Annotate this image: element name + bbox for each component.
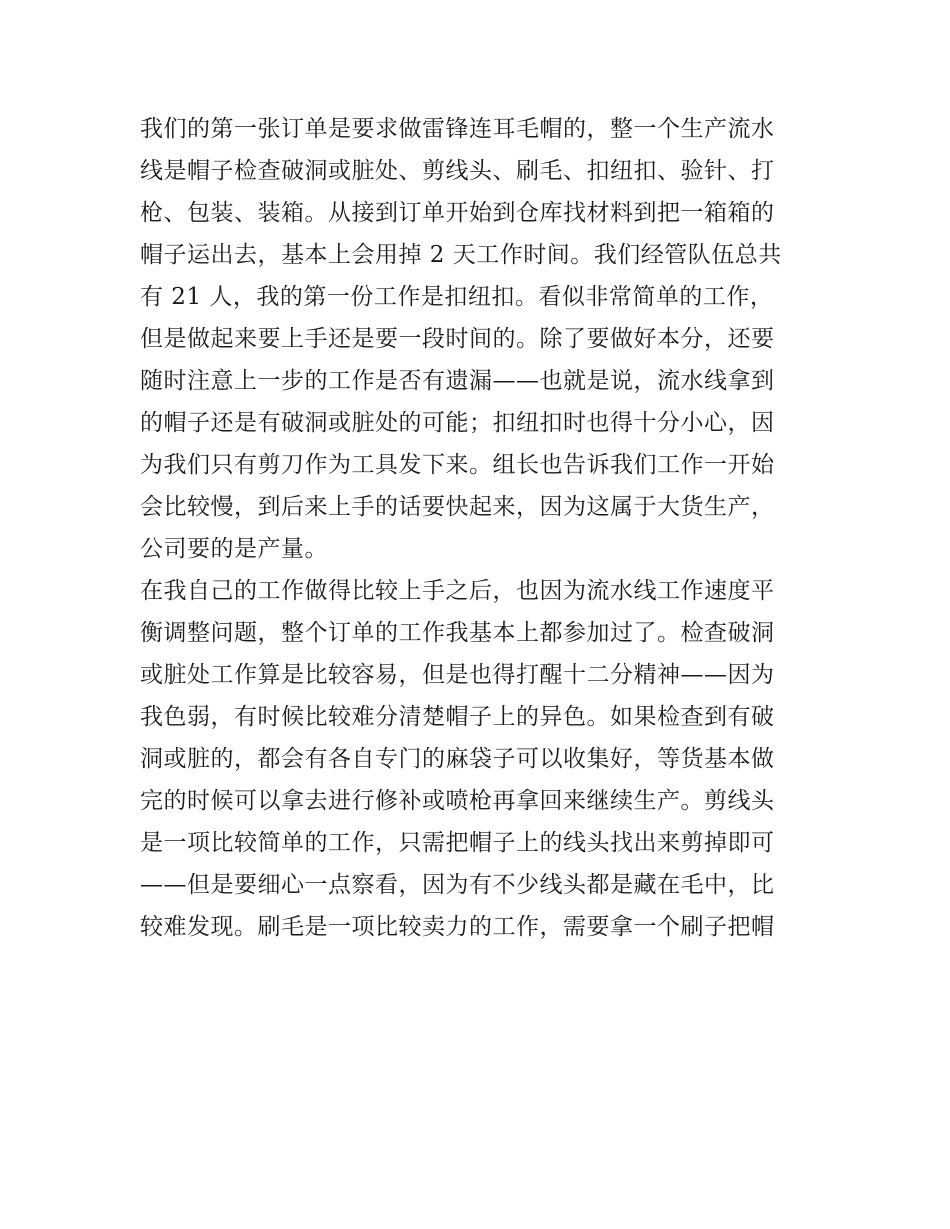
text-line: 有 21 人，我的第一份工作是扣纽扣。看似非常简单的工作， [140,284,774,310]
body-text [140,108,820,948]
text-line: 是一项比较简单的工作，只需把帽子上的线头找出来剪掉即可 [140,830,775,856]
text-line: 线是帽子检查破洞或脏处、剪线头、刷毛、扣纽扣、验针、打 [140,158,775,184]
text-line: 公司要的是产量。 [140,536,328,562]
text-line: 枪、包装、装箱。从接到订单开始到仓库找材料到把一箱箱的 [140,200,775,226]
text-line: 但是做起来要上手还是要一段时间的。除了要做好本分，还要 [140,326,775,352]
text-line: 较难发现。刷毛是一项比较卖力的工作，需要拿一个刷子把帽 [140,914,775,940]
text-line: 帽子运出去，基本上会用掉 2 天工作时间。我们经管队伍总共 [140,242,782,268]
text-line: 我们的第一张订单是要求做雷锋连耳毛帽的，整一个生产流水 [140,116,775,142]
text-line: 我色弱，有时候比较难分清楚帽子上的异色。如果检查到有破 [140,704,775,730]
text-line: 随时注意上一步的工作是否有遗漏——也就是说，流水线拿到 [140,368,775,394]
text-line: 完的时候可以拿去进行修补或喷枪再拿回来继续生产。剪线头 [140,788,775,814]
text-line: ——但是要细心一点察看，因为有不少线头都是藏在毛中，比 [140,872,775,898]
text-line: 的帽子还是有破洞或脏处的可能；扣纽扣时也得十分小心，因 [140,410,775,436]
text-line: 为我们只有剪刀作为工具发下来。组长也告诉我们工作一开始 [140,452,775,478]
text-line: 衡调整问题，整个订单的工作我基本上都参加过了。检查破洞 [140,620,775,646]
text-line: 洞或脏的，都会有各自专门的麻袋子可以收集好，等货基本做 [140,746,775,772]
text-line: 或脏处工作算是比较容易，但是也得打醒十二分精神——因为 [140,662,775,688]
text-line: 会比较慢，到后来上手的话要快起来，因为这属于大货生产， [140,494,775,520]
text-line: 在我自己的工作做得比较上手之后，也因为流水线工作速度平 [140,578,775,604]
